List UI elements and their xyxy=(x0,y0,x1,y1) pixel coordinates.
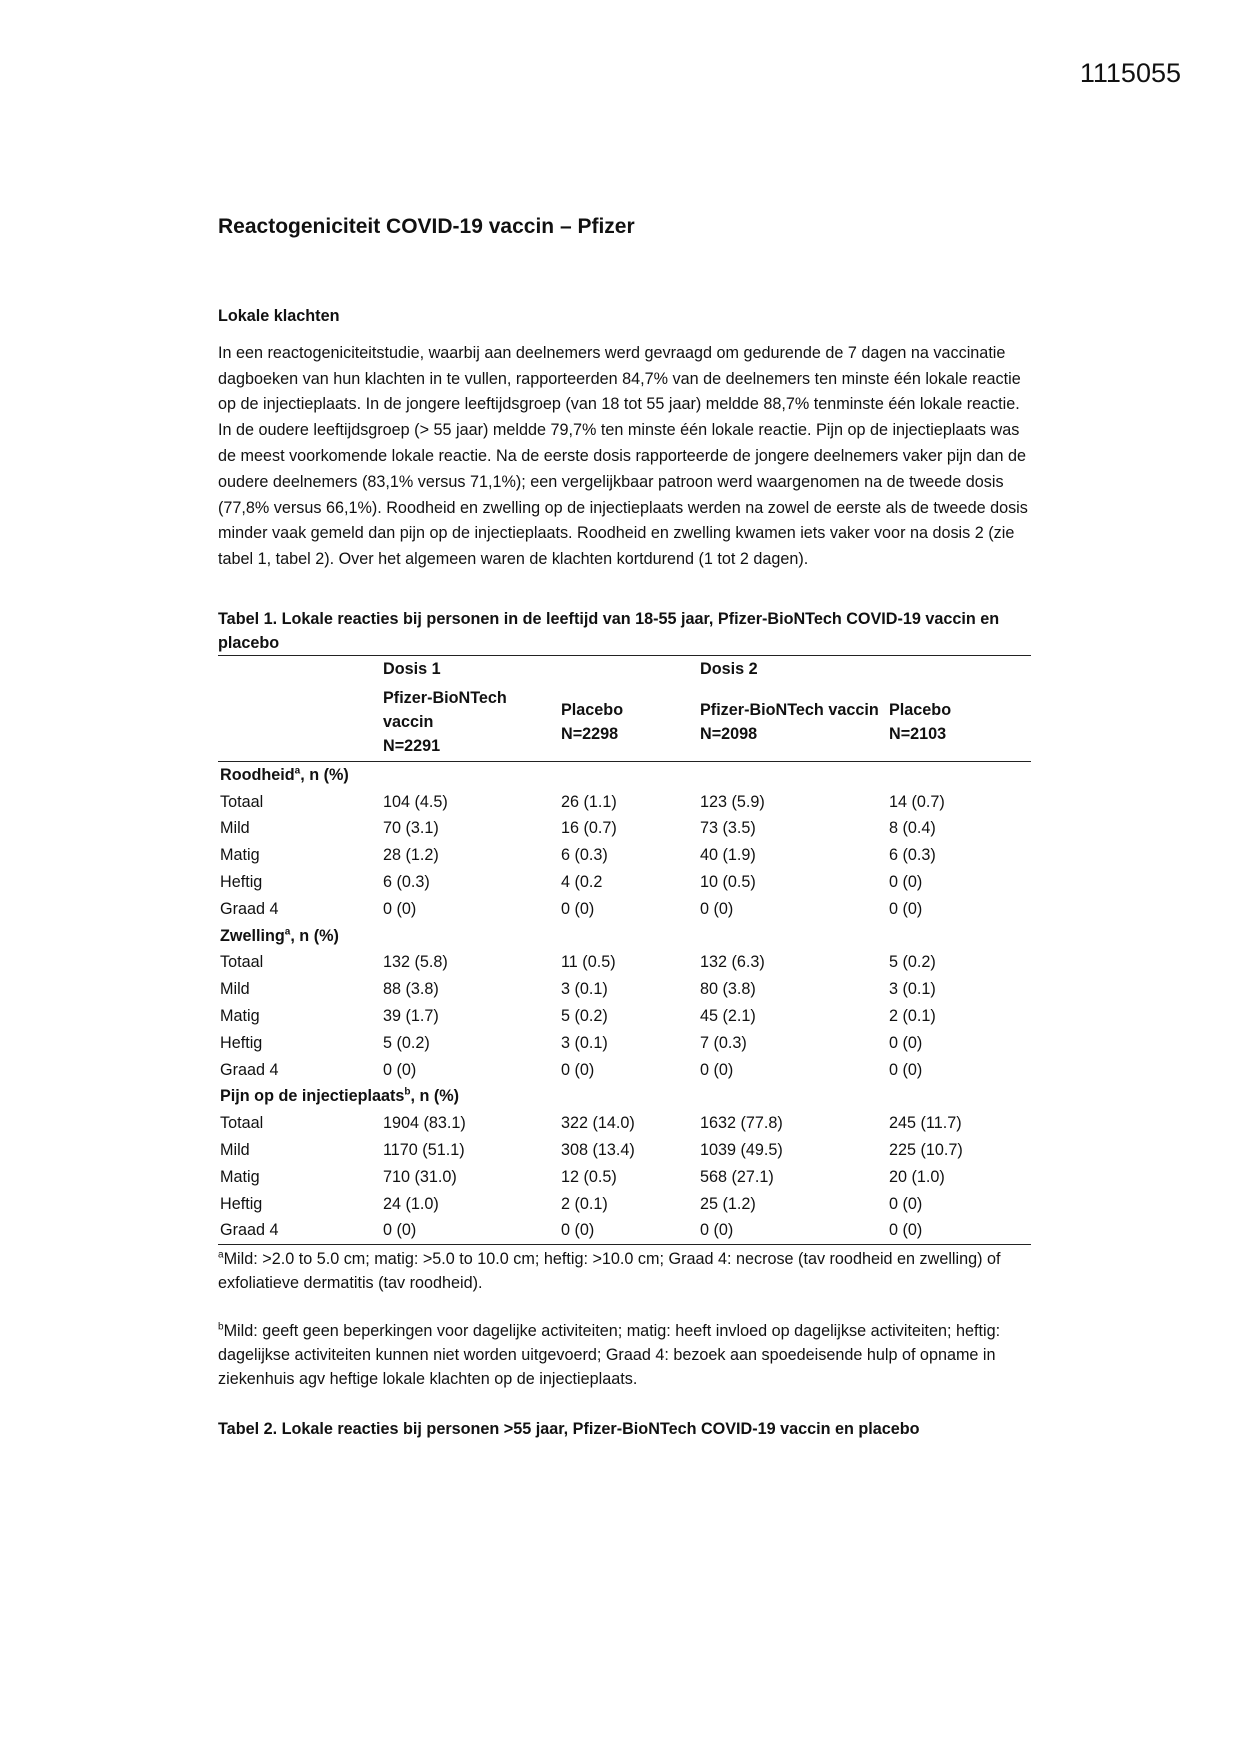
section-heading: Lokale klachten xyxy=(218,307,340,325)
column-name: Placebo xyxy=(889,700,952,719)
section-row xyxy=(218,761,1031,788)
row-label: Graad 4 xyxy=(220,1060,279,1079)
column-header-4 xyxy=(887,683,1031,762)
table-cell: 1632 (77.8) xyxy=(700,1114,783,1133)
table-cell: 26 (1.1) xyxy=(561,792,617,811)
section-unit: , n (%) xyxy=(290,926,339,945)
table-cell: 132 (6.3) xyxy=(700,953,765,972)
column-header-2 xyxy=(559,683,698,762)
footnote-mark: a xyxy=(284,926,291,938)
section-row xyxy=(218,1083,1031,1110)
table1-body xyxy=(218,761,1031,1244)
footnote xyxy=(218,1319,1031,1391)
table-cell: 8 (0.4) xyxy=(889,819,936,838)
footnote-mark: b xyxy=(218,1321,224,1333)
table-cell: 11 (0.5) xyxy=(561,953,616,972)
table-cell: 104 (4.5) xyxy=(383,792,448,811)
row-label: Totaal xyxy=(220,792,264,811)
dose1-label: Dosis 1 xyxy=(383,659,441,678)
column-name: Pfizer-BioNTech vaccin xyxy=(700,700,879,719)
table-cell: 4 (0.2 xyxy=(561,872,603,891)
table-cell: 1904 (83.1) xyxy=(383,1114,466,1133)
footnote-mark: a xyxy=(218,1249,224,1261)
document-body xyxy=(218,212,1031,1443)
column-n: N=2098 xyxy=(700,724,758,743)
section-label: Zwelling xyxy=(220,926,285,945)
table-cell: 568 (27.1) xyxy=(700,1167,774,1186)
table-row xyxy=(218,789,1031,816)
column-n: N=2103 xyxy=(889,724,947,743)
table-cell: 80 (3.8) xyxy=(700,980,756,999)
table-cell: 40 (1.9) xyxy=(700,846,756,865)
table-cell: 0 (0) xyxy=(700,1221,734,1240)
table-cell: 39 (1.7) xyxy=(383,1006,439,1025)
table1-caption: Tabel 1. Lokale reacties bij personen in de leeftijd van 18-55 jaar, Pfizer-BioNTech COVID-19 vaccin en placebo xyxy=(218,609,1000,652)
table-cell: 28 (1.2) xyxy=(383,846,439,865)
table-cell: 12 (0.5) xyxy=(561,1167,617,1186)
page-title: Reactogeniciteit COVID-19 vaccin – Pfizer xyxy=(218,215,635,238)
table-cell: 0 (0) xyxy=(383,1060,417,1079)
table-cell: 0 (0) xyxy=(889,1060,923,1079)
table-cell: 132 (5.8) xyxy=(383,953,448,972)
table-cell: 0 (0) xyxy=(383,1221,417,1240)
section-label: Pijn op de injectieplaats xyxy=(220,1087,405,1106)
table-cell: 20 (1.0) xyxy=(889,1167,945,1186)
footnote-mark: b xyxy=(404,1086,411,1098)
table-cell: 0 (0) xyxy=(561,1060,595,1079)
table-cell: 225 (10.7) xyxy=(889,1140,963,1159)
table-cell: 3 (0.1) xyxy=(889,980,936,999)
document-number: 1115055 xyxy=(1079,58,1181,88)
table-row xyxy=(218,1164,1031,1191)
row-label: Heftig xyxy=(220,1033,263,1052)
table-cell: 16 (0.7) xyxy=(561,819,617,838)
table-cell: 123 (5.9) xyxy=(700,792,765,811)
row-label: Graad 4 xyxy=(220,1221,279,1240)
table-cell: 73 (3.5) xyxy=(700,819,756,838)
row-label: Mild xyxy=(220,980,250,999)
table-cell: 88 (3.8) xyxy=(383,980,439,999)
row-label: Graad 4 xyxy=(220,899,279,918)
table-cell: 322 (14.0) xyxy=(561,1114,635,1133)
table-row xyxy=(218,1003,1031,1030)
table-cell: 1039 (49.5) xyxy=(700,1140,783,1159)
row-label: Matig xyxy=(220,846,260,865)
table-cell: 0 (0) xyxy=(889,1033,923,1052)
table2-caption: Tabel 2. Lokale reacties bij personen >55 jaar, Pfizer-BioNTech COVID-19 vaccin en placebo xyxy=(218,1420,920,1439)
table-cell: 14 (0.7) xyxy=(889,792,945,811)
table1 xyxy=(218,655,1031,1245)
section-label: Roodheid xyxy=(220,765,295,784)
body-paragraph: In een reactogeniciteitstudie, waarbij aan deelnemers werd gevraagd om gedurende de 7 dagen na vaccinatie dagboeken van hun klachten in te vullen, rapporteerden 84,7% van de deelnemers ten minste één lokale reactie op de injectieplaats. In de jongere leeftijdsgroep (van 18 tot 55 jaar) meldde 88,7% tenminste één lokale reactie. In de oudere leeftijdsgroep (> 55 jaar) meldde 79,7% ten minste één lokale reactie. Pijn op de injectieplaats was de meest voorkomende lokale reactie. Na de eerste dosis rapporteerde de jongere deelnemers vaker pijn dan de oudere deelnemers (83,1% versus 71,1%); een vergelijkbaar patroon werd waargenomen na de tweede dosis (77,8% versus 66,1%). Roodheid en zwelling op de injectieplaats werden na zowel de eerste als de tweede dosis minder vaak gemeld dan pijn op de injectieplaats. Roodheid en zwelling kwamen iets vaker voor na dosis 2 (zie tabel 1, tabel 2). Over het algemeen waren de klachten kortdurend (1 tot 2 dagen). xyxy=(218,343,1028,569)
table-cell: 25 (1.2) xyxy=(700,1194,756,1213)
table-cell: 6 (0.3) xyxy=(889,846,936,865)
row-label: Matig xyxy=(220,1167,260,1186)
table-row xyxy=(218,815,1031,842)
footnote-text: Mild: >2.0 to 5.0 cm; matig: >5.0 to 10.0 cm; heftig: >10.0 cm; Graad 4: necrose (tav roodheid en zwelling) of exfoliatieve dermatitis (tav roodheid). xyxy=(218,1250,1001,1293)
table-row xyxy=(218,949,1031,976)
table-cell: 0 (0) xyxy=(700,1060,734,1079)
table-row xyxy=(218,976,1031,1003)
table-cell: 308 (13.4) xyxy=(561,1140,635,1159)
table-cell: 2 (0.1) xyxy=(889,1006,936,1025)
table-cell: 24 (1.0) xyxy=(383,1194,439,1213)
table-cell: 710 (31.0) xyxy=(383,1167,457,1186)
table-cell: 5 (0.2) xyxy=(889,953,936,972)
row-label: Matig xyxy=(220,1006,260,1025)
table-row xyxy=(218,1217,1031,1244)
table-cell: 245 (11.7) xyxy=(889,1114,962,1133)
table-row xyxy=(218,1137,1031,1164)
table-cell: 0 (0) xyxy=(889,872,923,891)
table-cell: 2 (0.1) xyxy=(561,1194,608,1213)
table-cell: 3 (0.1) xyxy=(561,980,608,999)
table-row xyxy=(218,1030,1031,1057)
section-unit: , n (%) xyxy=(300,765,349,784)
table-cell: 70 (3.1) xyxy=(383,819,439,838)
table-cell: 0 (0) xyxy=(700,899,734,918)
table-cell: 0 (0) xyxy=(889,1194,923,1213)
table-cell: 1170 (51.1) xyxy=(383,1140,465,1159)
table-row xyxy=(218,1057,1031,1084)
section-row xyxy=(218,923,1031,950)
table-row xyxy=(218,869,1031,896)
table1-dose-header xyxy=(218,655,1031,682)
table-cell: 10 (0.5) xyxy=(700,872,756,891)
table-cell: 0 (0) xyxy=(383,899,417,918)
row-label: Mild xyxy=(220,1140,250,1159)
table-cell: 7 (0.3) xyxy=(700,1033,747,1052)
table-row xyxy=(218,896,1031,923)
table-cell: 5 (0.2) xyxy=(561,1006,608,1025)
table-row xyxy=(218,842,1031,869)
footnote-text: Mild: geeft geen beperkingen voor dagelijke activiteiten; matig: heeft invloed op dagelijkse activiteiten; heftig: dagelijkse activiteiten kunnen niet worden uitgevoerd; Graad 4: bezoek aan spoedeisende hulp of opname in ziekenhuis agv heftige lokale klachten op de injectieplaats. xyxy=(218,1322,1001,1389)
table1-column-header xyxy=(218,683,1031,762)
table-cell: 6 (0.3) xyxy=(383,872,430,891)
table-cell: 0 (0) xyxy=(889,1221,923,1240)
table-cell: 0 (0) xyxy=(561,899,595,918)
footnotes xyxy=(218,1247,1031,1391)
footnote xyxy=(218,1247,1031,1295)
footnote-mark: a xyxy=(294,765,301,777)
table-row xyxy=(218,1110,1031,1137)
table-cell: 6 (0.3) xyxy=(561,846,608,865)
row-label: Totaal xyxy=(220,1114,264,1133)
row-label: Totaal xyxy=(220,953,264,972)
row-label: Mild xyxy=(220,819,250,838)
table-cell: 0 (0) xyxy=(561,1221,595,1240)
table-cell: 3 (0.1) xyxy=(561,1033,608,1052)
table-cell: 5 (0.2) xyxy=(383,1033,430,1052)
column-name: Placebo xyxy=(561,700,624,719)
column-header-3 xyxy=(698,683,887,762)
column-header-1 xyxy=(381,683,559,762)
column-n: N=2291 xyxy=(383,736,441,755)
section-unit: , n (%) xyxy=(410,1087,460,1106)
row-label: Heftig xyxy=(220,1194,263,1213)
column-name: Pfizer-BioNTech vaccin xyxy=(383,688,507,731)
row-label: Heftig xyxy=(220,872,263,891)
table-cell: 45 (2.1) xyxy=(700,1006,756,1025)
column-n: N=2298 xyxy=(561,724,619,743)
dose2-label: Dosis 2 xyxy=(700,659,758,678)
table-cell: 0 (0) xyxy=(889,899,923,918)
table-row xyxy=(218,1191,1031,1218)
